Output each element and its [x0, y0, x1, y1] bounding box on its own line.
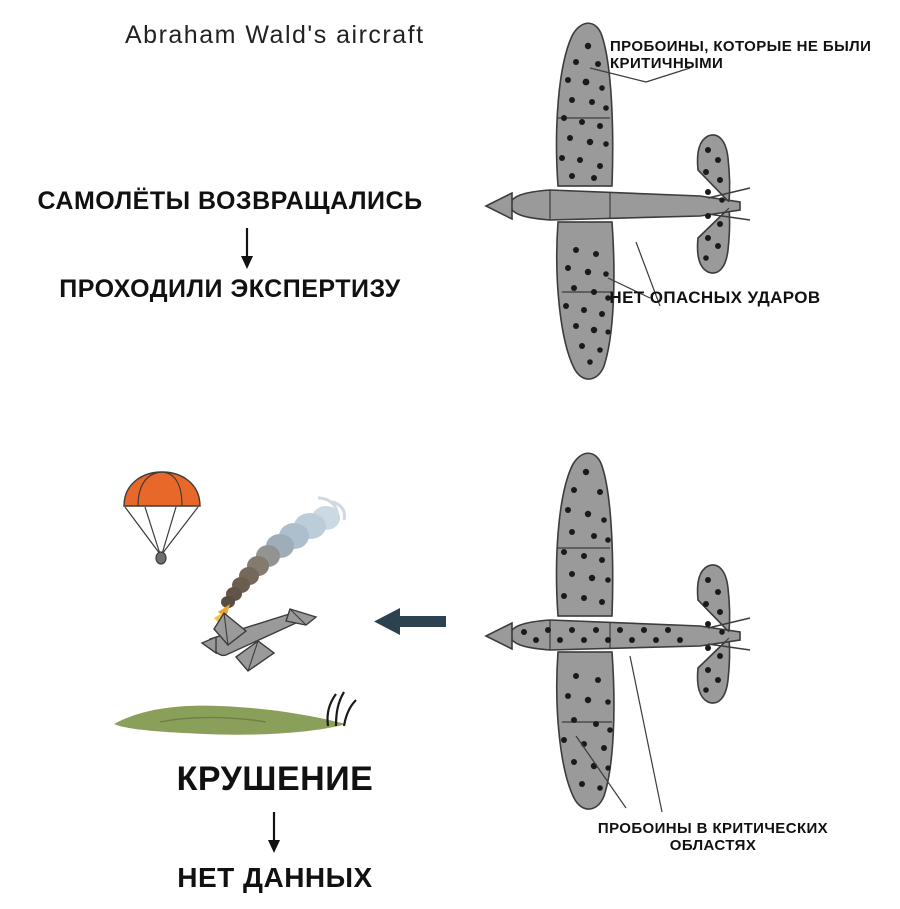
annotation-non-critical-hits: ПРОБОИНЫ, КОТОРЫЕ НЕ БЫЛИ КРИТИЧНЫМИ: [610, 38, 872, 73]
caption-crash: КРУШЕНИЕ: [176, 760, 374, 798]
left-arrow-icon: [372, 602, 448, 642]
caption-planes-returned: САМОЛЁТЫ ВОЗВРАЩАЛИСЬ: [37, 187, 423, 215]
page-title: Abraham Wald's aircraft: [125, 21, 425, 49]
ground-icon: [100, 690, 370, 740]
shot-down-plane-icon: [450, 440, 780, 820]
caption-underwent-inspection: ПРОХОДИЛИ ЭКСПЕРТИЗУ: [59, 275, 401, 303]
annotation-no-dangerous-hits: НЕТ ОПАСНЫХ УДАРОВ: [609, 288, 821, 307]
crashing-plane-icon: [190, 595, 320, 695]
annotation-critical-area-hits: ПРОБОИНЫ В КРИТИЧЕСКИХ ОБЛАСТЯХ: [597, 820, 829, 855]
down-arrow-icon: [262, 812, 286, 854]
down-arrow-icon: [235, 228, 259, 270]
caption-no-data: НЕТ ДАННЫХ: [177, 862, 373, 893]
parachute-icon: [118, 470, 206, 580]
